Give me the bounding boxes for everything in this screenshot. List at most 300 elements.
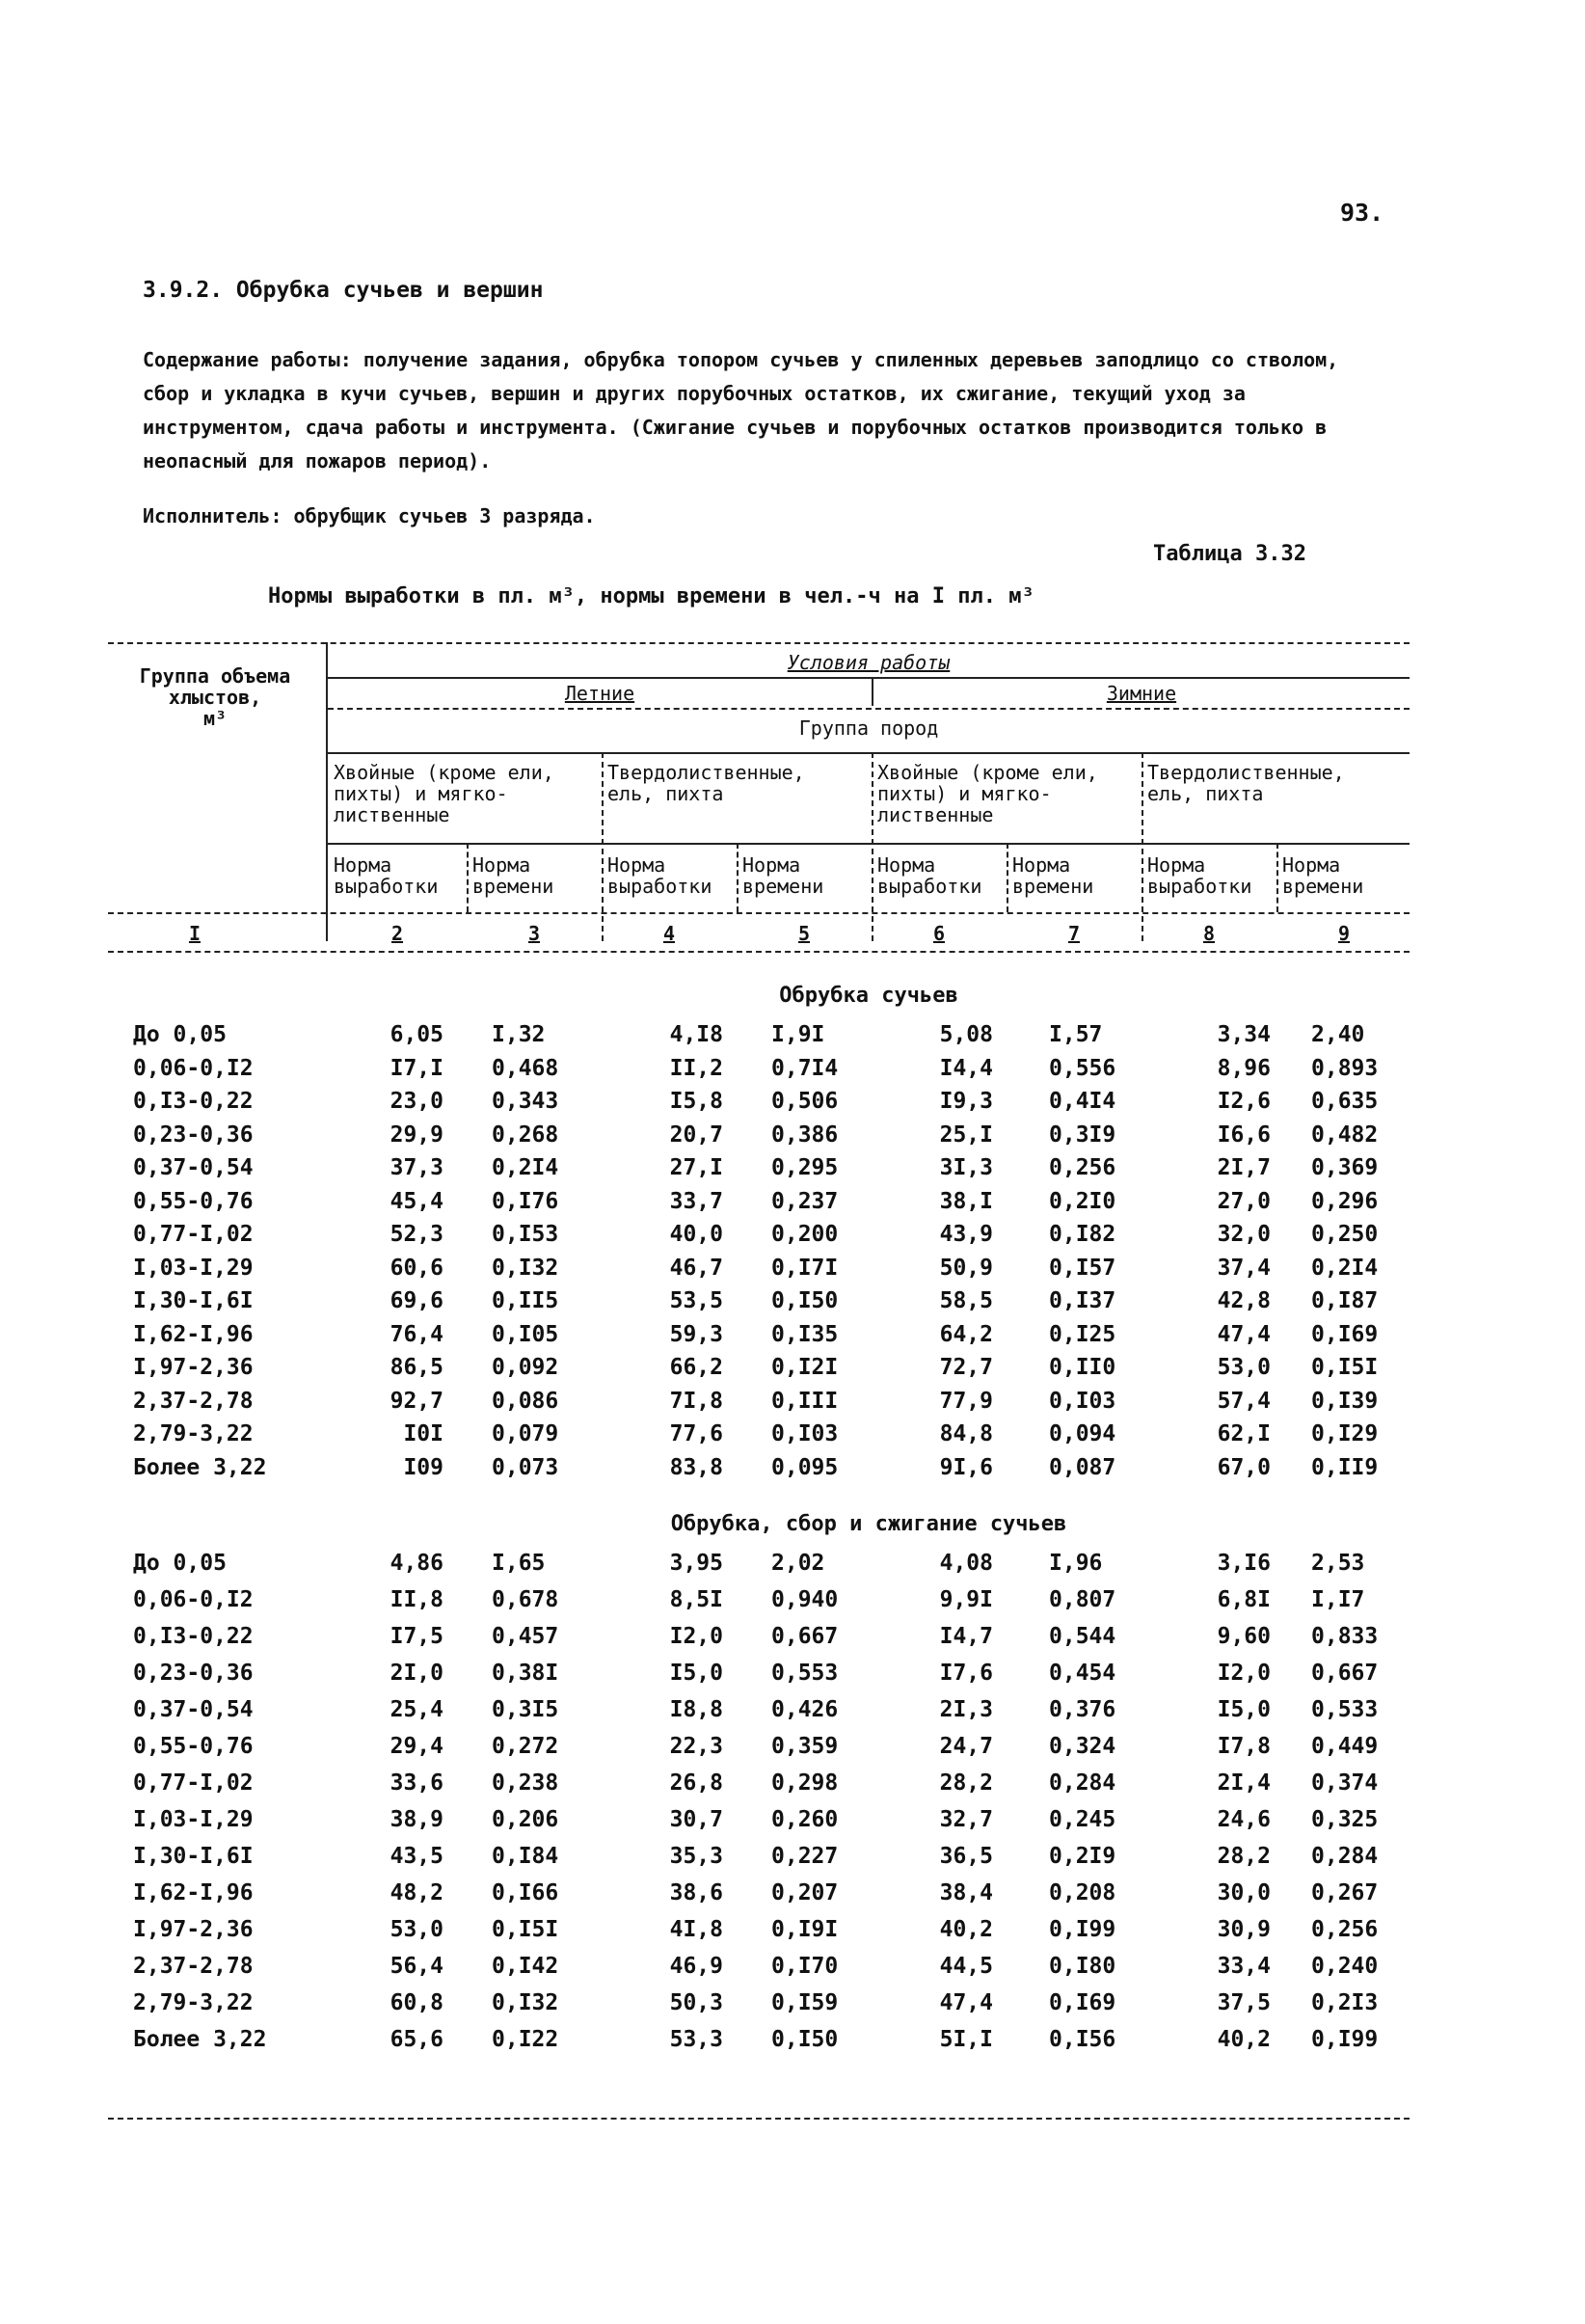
- winter-coniferous-time-cell: 0,094: [1049, 1421, 1116, 1446]
- volume-group-cell: I,97-2,36: [133, 1917, 254, 1942]
- summer-coniferous-output-cell: 33,6: [390, 1770, 443, 1796]
- summer-coniferous-time-cell: 0,I66: [492, 1880, 559, 1905]
- winter-coniferous-time-cell: 0,208: [1049, 1880, 1116, 1905]
- norm-output-1: Норма выработки: [334, 853, 439, 898]
- summer-hardwood-output-cell: 50,3: [669, 1990, 723, 2015]
- summer-hardwood-time-cell: 0,III: [771, 1388, 839, 1414]
- table-row: [125, 1551, 1408, 1587]
- winter-hardwood-time-cell: 0,374: [1311, 1770, 1379, 1796]
- column-number: 7: [1067, 922, 1081, 945]
- table-row: [125, 1155, 1408, 1189]
- winter-coniferous-time-cell: 0,I56: [1049, 2027, 1116, 2052]
- summer-hardwood-output-cell: 27,I: [669, 1155, 723, 1180]
- winter-coniferous-time-cell: 0,I69: [1049, 1990, 1116, 2015]
- winter-hardwood-output-cell: 3,34: [1217, 1022, 1271, 1047]
- volume-group-cell: 0,I3-0,22: [133, 1624, 254, 1649]
- volume-group-cell: 0,06-0,I2: [133, 1587, 254, 1612]
- winter-coniferous-output-cell: 44,5: [939, 1954, 993, 1979]
- winter-coniferous-time-cell: I,96: [1049, 1551, 1103, 1576]
- winter-hardwood-output-cell: 3,I6: [1217, 1551, 1271, 1576]
- volume-group-cell: I,62-I,96: [133, 1880, 254, 1905]
- summer-hardwood-time-cell: 0,298: [771, 1770, 839, 1796]
- winter-hardwood-output-cell: 9,60: [1217, 1624, 1271, 1649]
- rule-before-numbers: [108, 912, 1410, 914]
- winter-hardwood-time-cell: 0,449: [1311, 1734, 1379, 1759]
- summer-hardwood-output-cell: 4,I8: [669, 1022, 723, 1047]
- summer-hardwood-output-cell: 66,2: [669, 1355, 723, 1380]
- summer-coniferous-time-cell: 0,468: [492, 1055, 559, 1081]
- summer-coniferous-output-cell: 69,6: [390, 1288, 443, 1313]
- section-rows-cutting: [125, 1022, 1408, 1488]
- header-bottom-rule: [108, 951, 1410, 953]
- norm-time-3: Норма времени: [1012, 853, 1094, 898]
- winter-coniferous-output-cell: 77,9: [939, 1388, 993, 1414]
- table-row: [125, 1990, 1408, 2027]
- summer-coniferous-output-cell: 38,9: [390, 1807, 443, 1832]
- winter-coniferous-output-cell: 9I,6: [939, 1454, 993, 1480]
- summer-coniferous-time-cell: I,32: [492, 1022, 546, 1047]
- winter-coniferous-output-cell: 4,08: [939, 1551, 993, 1576]
- winter-coniferous-output-cell: 38,I: [939, 1188, 993, 1214]
- winter-hardwood-time-cell: 2,53: [1311, 1551, 1365, 1576]
- summer-coniferous-output-cell: I7,I: [390, 1055, 443, 1081]
- species-group-header: Группа пород: [798, 716, 939, 740]
- winter-hardwood-output-cell: 67,0: [1217, 1454, 1271, 1480]
- winter-hardwood-time-cell: 0,I99: [1311, 2027, 1379, 2052]
- summer-hardwood-time-cell: 0,095: [771, 1454, 839, 1480]
- volume-group-cell: 0,77-I,02: [133, 1222, 254, 1247]
- summer-hardwood-output-cell: 35,3: [669, 1844, 723, 1869]
- table-row: [125, 1256, 1408, 1289]
- winter-coniferous-output-cell: 32,7: [939, 1807, 993, 1832]
- summer-coniferous-time-cell: 0,I76: [492, 1188, 559, 1214]
- norm-output-3: Норма выработки: [877, 853, 982, 898]
- winter-coniferous-time-cell: I,57: [1049, 1022, 1103, 1047]
- summer-hardwood-output-cell: 38,6: [669, 1880, 723, 1905]
- winter-coniferous-output-cell: I7,6: [939, 1661, 993, 1686]
- summer-coniferous-output-cell: 76,4: [390, 1321, 443, 1347]
- summer-coniferous-output-cell: 2I,0: [390, 1661, 443, 1686]
- sub-divider-2: [737, 843, 739, 912]
- summer-coniferous-time-cell: 0,343: [492, 1089, 559, 1114]
- table-row: [125, 1022, 1408, 1056]
- winter-hardwood-output-cell: I7,8: [1217, 1734, 1271, 1759]
- winter-hardwood-output-cell: I2,6: [1217, 1089, 1271, 1114]
- summer-hardwood-time-cell: 0,260: [771, 1807, 839, 1832]
- winter-coniferous-time-cell: 0,I82: [1049, 1222, 1116, 1247]
- page-number: 93.: [1340, 199, 1384, 227]
- table-row: [125, 1770, 1408, 1807]
- sub-divider-3: [1007, 843, 1008, 912]
- winter-hardwood-time-cell: 0,240: [1311, 1954, 1379, 1979]
- volume-group-cell: 2,37-2,78: [133, 1954, 254, 1979]
- summer-hardwood-output-cell: 83,8: [669, 1454, 723, 1480]
- winter-coniferous-time-cell: 0,454: [1049, 1661, 1116, 1686]
- winter-coniferous-time-cell: 0,I80: [1049, 1954, 1116, 1979]
- summer-hardwood-time-cell: 0,I35: [771, 1321, 839, 1347]
- summer-hardwood-output-cell: I5,8: [669, 1089, 723, 1114]
- winter-coniferous-time-cell: 0,I57: [1049, 1255, 1116, 1281]
- table-row: [125, 1089, 1408, 1122]
- summer-coniferous-output-cell: 60,6: [390, 1255, 443, 1281]
- summer-coniferous-time-cell: 0,2I4: [492, 1155, 559, 1180]
- table-row: [125, 1455, 1408, 1489]
- winter-hardwood-output-cell: 62,I: [1217, 1421, 1271, 1446]
- winter-hardwood-output-cell: I5,0: [1217, 1697, 1271, 1722]
- volume-group-cell: I,03-I,29: [133, 1255, 254, 1281]
- winter-coniferous-time-cell: 0,2I0: [1049, 1188, 1116, 1214]
- summer-hardwood-time-cell: 0,I2I: [771, 1355, 839, 1380]
- summer-coniferous-time-cell: 0,457: [492, 1624, 559, 1649]
- summer-coniferous-output-cell: 29,9: [390, 1121, 443, 1148]
- column-number: I: [188, 922, 201, 945]
- table-row: [125, 1355, 1408, 1389]
- summer-hardwood-time-cell: 0,207: [771, 1880, 839, 1905]
- summer-coniferous-time-cell: 0,I42: [492, 1954, 559, 1979]
- winter-coniferous-output-cell: 2I,3: [939, 1697, 993, 1722]
- winter-coniferous-output-cell: 3I,3: [939, 1155, 993, 1180]
- summer-coniferous-time-cell: I,65: [492, 1551, 546, 1576]
- header-top-rule: [108, 642, 1410, 644]
- winter-hardwood-output-cell: 37,4: [1217, 1255, 1271, 1281]
- winter-hardwood-output-cell: 42,8: [1217, 1288, 1271, 1313]
- work-conditions-header: Условия работы: [787, 651, 951, 674]
- summer-coniferous-time-cell: 0,3I5: [492, 1697, 559, 1722]
- winter-coniferous-output-cell: I4,7: [939, 1624, 993, 1649]
- volume-group-cell: 0,55-0,76: [133, 1188, 254, 1214]
- summer-hardwood-output-cell: 33,7: [669, 1188, 723, 1214]
- winter-hardwood-output-cell: 33,4: [1217, 1954, 1271, 1979]
- table-row: [125, 1917, 1408, 1954]
- summer-coniferous-time-cell: 0,079: [492, 1421, 559, 1446]
- column-number: 8: [1202, 922, 1216, 945]
- section-title-cutting: Обрубка сучьев: [779, 984, 958, 1008]
- summer-hardwood-time-cell: 0,200: [771, 1222, 839, 1247]
- summer-hardwood-output-cell: 77,6: [669, 1421, 723, 1446]
- summer-hardwood-output-cell: 8,5I: [669, 1587, 723, 1612]
- section-rows-cutting-burning: [125, 1551, 1408, 2064]
- winter-hardwood-output-cell: I6,6: [1217, 1121, 1271, 1148]
- summer-hardwood-time-cell: 0,227: [771, 1844, 839, 1869]
- summer-hardwood-time-cell: 0,I50: [771, 1288, 839, 1313]
- summer-hardwood-time-cell: 0,359: [771, 1734, 839, 1759]
- volume-group-cell: 0,06-0,I2: [133, 1055, 254, 1081]
- winter-hardwood-header: Твердолиственные, ель, пихта: [1147, 761, 1345, 805]
- winter-hardwood-time-cell: 0,250: [1311, 1222, 1379, 1247]
- winter-coniferous-time-cell: 0,4I4: [1049, 1089, 1116, 1114]
- summer-coniferous-time-cell: 0,I32: [492, 1255, 559, 1281]
- summer-coniferous-output-cell: I09: [403, 1454, 443, 1480]
- summer-hardwood-time-cell: 0,386: [771, 1121, 839, 1148]
- summer-coniferous-output-cell: 23,0: [390, 1089, 443, 1114]
- table-row: [125, 1122, 1408, 1156]
- winter-hardwood-time-cell: 0,I69: [1311, 1321, 1379, 1347]
- winter-coniferous-output-cell: 24,7: [939, 1734, 993, 1759]
- winter-hardwood-time-cell: 0,I29: [1311, 1421, 1379, 1446]
- winter-coniferous-time-cell: 0,3I9: [1049, 1121, 1116, 1148]
- summer-hardwood-time-cell: 0,I59: [771, 1990, 839, 2015]
- volume-group-cell: До 0,05: [133, 1022, 227, 1047]
- summer-hardwood-time-cell: 0,553: [771, 1661, 839, 1686]
- winter-hardwood-time-cell: I,I7: [1311, 1587, 1365, 1612]
- summer-coniferous-header: Хвойные (кроме ели, пихты) и мягко- лиственные: [334, 761, 554, 826]
- table-row: [125, 1661, 1408, 1697]
- summer-coniferous-time-cell: 0,272: [492, 1734, 559, 1759]
- winter-hardwood-output-cell: 2I,4: [1217, 1770, 1271, 1796]
- winter-hardwood-output-cell: 8,96: [1217, 1055, 1271, 1081]
- winter-coniferous-time-cell: 0,2I9: [1049, 1844, 1116, 1869]
- table-label: Таблица 3.32: [1153, 542, 1306, 566]
- summer-hardwood-time-cell: 0,I50: [771, 2027, 839, 2052]
- table-row: [125, 1844, 1408, 1880]
- summer-coniferous-output-cell: 65,6: [390, 2027, 443, 2052]
- summer-hardwood-output-cell: 46,7: [669, 1255, 723, 1281]
- summer-coniferous-time-cell: 0,238: [492, 1770, 559, 1796]
- winter-coniferous-time-cell: 0,I99: [1049, 1917, 1116, 1942]
- table-row: [125, 1587, 1408, 1624]
- table-row: [125, 1389, 1408, 1422]
- winter-coniferous-output-cell: 84,8: [939, 1421, 993, 1446]
- summer-coniferous-time-cell: 0,I22: [492, 2027, 559, 2052]
- column-number: 9: [1337, 922, 1351, 945]
- norm-time-4: Норма времени: [1282, 853, 1364, 898]
- winter-coniferous-output-cell: I9,3: [939, 1089, 993, 1114]
- winter-hardwood-output-cell: 30,9: [1217, 1917, 1271, 1942]
- summer-coniferous-output-cell: 53,0: [390, 1917, 443, 1942]
- table-row: [125, 2027, 1408, 2064]
- summer-coniferous-output-cell: I7,5: [390, 1624, 443, 1649]
- summer-hardwood-output-cell: I8,8: [669, 1697, 723, 1722]
- summer-coniferous-time-cell: 0,I32: [492, 1990, 559, 2015]
- summer-hardwood-time-cell: 0,I7I: [771, 1255, 839, 1281]
- volume-group-cell: 0,I3-0,22: [133, 1089, 254, 1114]
- winter-hardwood-output-cell: 27,0: [1217, 1188, 1271, 1214]
- summer-coniferous-output-cell: 56,4: [390, 1954, 443, 1979]
- summer-coniferous-output-cell: 48,2: [390, 1880, 443, 1905]
- norm-time-2: Норма времени: [742, 853, 824, 898]
- volume-group-cell: 0,37-0,54: [133, 1155, 254, 1180]
- winter-hardwood-time-cell: 0,482: [1311, 1121, 1379, 1148]
- volume-group-cell: I,62-I,96: [133, 1321, 254, 1347]
- summer-coniferous-output-cell: 45,4: [390, 1188, 443, 1214]
- summer-coniferous-output-cell: 4,86: [390, 1551, 443, 1576]
- summer-hardwood-time-cell: 0,7I4: [771, 1055, 839, 1081]
- volume-group-cell: Более 3,22: [133, 2027, 267, 2052]
- summer-coniferous-output-cell: II,8: [390, 1587, 443, 1612]
- winter-coniferous-output-cell: 5I,I: [939, 2027, 993, 2052]
- winter-coniferous-time-cell: 0,324: [1049, 1734, 1116, 1759]
- winter-hardwood-time-cell: 0,I5I: [1311, 1355, 1379, 1380]
- table-row: [125, 1880, 1408, 1917]
- table-row: [125, 1734, 1408, 1770]
- winter-hardwood-output-cell: 32,0: [1217, 1222, 1271, 1247]
- work-content-paragraph: Содержание работы: получение задания, обрубка топором сучьев у спиленных деревьев заподлицо со стволом, сбор и укладка в кучи сучьев, вершин и других порубочных остатков, их сжигание, текущий уход за инструментом, сдача работы и инструмента. (Сжигание сучьев и порубочных остатков производится только в неопасный для пожаров период).: [143, 348, 1339, 473]
- winter-coniferous-time-cell: 0,245: [1049, 1807, 1116, 1832]
- winter-coniferous-output-cell: 72,7: [939, 1355, 993, 1380]
- winter-hardwood-output-cell: 28,2: [1217, 1844, 1271, 1869]
- summer-hardwood-time-cell: 0,426: [771, 1697, 839, 1722]
- rule-species: [328, 752, 1410, 754]
- winter-hardwood-time-cell: 0,2I4: [1311, 1255, 1379, 1281]
- table-row: [125, 1421, 1408, 1455]
- winter-hardwood-output-cell: 2I,7: [1217, 1155, 1271, 1180]
- summer-hardwood-time-cell: 0,295: [771, 1155, 839, 1180]
- summer-hardwood-output-cell: 26,8: [669, 1770, 723, 1796]
- summer-hardwood-output-cell: 22,3: [669, 1734, 723, 1759]
- winter-coniferous-time-cell: 0,II0: [1049, 1355, 1116, 1380]
- summer-hardwood-output-cell: I5,0: [669, 1661, 723, 1686]
- table-row: [125, 1288, 1408, 1322]
- summer-hardwood-output-cell: II,2: [669, 1055, 723, 1081]
- table-row: [125, 1222, 1408, 1256]
- summer-coniferous-time-cell: 0,I84: [492, 1844, 559, 1869]
- volume-group-cell: Более 3,22: [133, 1454, 267, 1480]
- table-bottom-rule: [108, 2118, 1410, 2120]
- winter-hardwood-time-cell: 0,533: [1311, 1697, 1379, 1722]
- summer-hardwood-output-cell: 30,7: [669, 1807, 723, 1832]
- winter-coniferous-output-cell: I4,4: [939, 1055, 993, 1081]
- summer-header: Летние: [564, 682, 635, 705]
- winter-coniferous-output-cell: 5,08: [939, 1022, 993, 1047]
- winter-hardwood-time-cell: 0,I87: [1311, 1288, 1379, 1313]
- summer-hardwood-output-cell: 53,5: [669, 1288, 723, 1313]
- winter-hardwood-time-cell: 0,667: [1311, 1661, 1379, 1686]
- winter-coniferous-header: Хвойные (кроме ели, пихты) и мягко- лиственные: [877, 761, 1098, 826]
- section-title: 3.9.2. Обрубка сучьев и вершин: [143, 278, 544, 303]
- column-number: 2: [390, 922, 404, 945]
- table-row: [125, 1189, 1408, 1223]
- summer-coniferous-output-cell: 52,3: [390, 1222, 443, 1247]
- summer-coniferous-time-cell: 0,073: [492, 1454, 559, 1480]
- summer-coniferous-time-cell: 0,086: [492, 1388, 559, 1414]
- group-volume-header: Группа объема хлыстов, м³: [139, 664, 291, 730]
- winter-hardwood-time-cell: 2,40: [1311, 1022, 1365, 1047]
- summer-coniferous-output-cell: I0I: [403, 1421, 443, 1446]
- volume-group-cell: I,97-2,36: [133, 1355, 254, 1380]
- summer-coniferous-time-cell: 0,268: [492, 1121, 559, 1148]
- norm-output-4: Норма выработки: [1147, 853, 1252, 898]
- summer-coniferous-time-cell: 0,II5: [492, 1288, 559, 1313]
- winter-hardwood-time-cell: 0,I39: [1311, 1388, 1379, 1414]
- volume-group-cell: До 0,05: [133, 1551, 227, 1576]
- winter-hardwood-time-cell: 0,II9: [1311, 1454, 1379, 1480]
- summer-hardwood-time-cell: 0,I03: [771, 1421, 839, 1446]
- summer-coniferous-output-cell: 60,8: [390, 1990, 443, 2015]
- winter-coniferous-time-cell: 0,I25: [1049, 1321, 1116, 1347]
- summer-coniferous-time-cell: 0,I05: [492, 1321, 559, 1347]
- winter-hardwood-time-cell: 0,369: [1311, 1155, 1379, 1180]
- winter-hardwood-time-cell: 0,267: [1311, 1880, 1379, 1905]
- volume-group-cell: 0,23-0,36: [133, 1661, 254, 1686]
- winter-hardwood-output-cell: 47,4: [1217, 1321, 1271, 1347]
- volume-group-cell: 2,37-2,78: [133, 1388, 254, 1414]
- winter-coniferous-output-cell: 28,2: [939, 1770, 993, 1796]
- summer-coniferous-output-cell: 29,4: [390, 1734, 443, 1759]
- winter-coniferous-output-cell: 36,5: [939, 1844, 993, 1869]
- norm-output-2: Норма выработки: [607, 853, 712, 898]
- winter-hardwood-time-cell: 0,833: [1311, 1624, 1379, 1649]
- winter-coniferous-time-cell: 0,284: [1049, 1770, 1116, 1796]
- summer-coniferous-time-cell: 0,206: [492, 1807, 559, 1832]
- volume-group-cell: 0,37-0,54: [133, 1697, 254, 1722]
- table-row: [125, 1697, 1408, 1734]
- summer-coniferous-time-cell: 0,092: [492, 1355, 559, 1380]
- summer-hardwood-time-cell: 0,506: [771, 1089, 839, 1114]
- winter-hardwood-time-cell: 0,635: [1311, 1089, 1379, 1114]
- winter-coniferous-output-cell: 43,9: [939, 1222, 993, 1247]
- volume-group-cell: 2,79-3,22: [133, 1421, 254, 1446]
- winter-hardwood-output-cell: 24,6: [1217, 1807, 1271, 1832]
- winter-header: Зимние: [1106, 682, 1177, 705]
- summer-hardwood-time-cell: 0,667: [771, 1624, 839, 1649]
- summer-coniferous-time-cell: 0,I5I: [492, 1917, 559, 1942]
- summer-hardwood-output-cell: I2,0: [669, 1624, 723, 1649]
- rule-season: [328, 708, 1410, 710]
- table-caption: Нормы выработки в пл. м³, нормы времени в чел.-ч на I пл. м³: [268, 584, 1034, 608]
- volume-group-cell: I,03-I,29: [133, 1807, 254, 1832]
- summer-hardwood-output-cell: 40,0: [669, 1222, 723, 1247]
- column-number: 6: [932, 922, 946, 945]
- summer-hardwood-header: Твердолиственные, ель, пихта: [607, 761, 805, 805]
- summer-hardwood-output-cell: 7I,8: [669, 1388, 723, 1414]
- winter-coniferous-time-cell: 0,256: [1049, 1155, 1116, 1180]
- column-number: 3: [527, 922, 541, 945]
- summer-hardwood-time-cell: 0,237: [771, 1188, 839, 1214]
- winter-hardwood-time-cell: 0,296: [1311, 1188, 1379, 1214]
- winter-coniferous-time-cell: 0,544: [1049, 1624, 1116, 1649]
- winter-hardwood-time-cell: 0,256: [1311, 1917, 1379, 1942]
- summer-coniferous-output-cell: 92,7: [390, 1388, 443, 1414]
- winter-coniferous-output-cell: 58,5: [939, 1288, 993, 1313]
- summer-hardwood-output-cell: 4I,8: [669, 1917, 723, 1942]
- winter-hardwood-time-cell: 0,284: [1311, 1844, 1379, 1869]
- summer-coniferous-output-cell: 43,5: [390, 1844, 443, 1869]
- table-row: [125, 1056, 1408, 1090]
- winter-coniferous-output-cell: 38,4: [939, 1880, 993, 1905]
- winter-coniferous-time-cell: 0,I03: [1049, 1388, 1116, 1414]
- winter-hardwood-output-cell: 6,8I: [1217, 1587, 1271, 1612]
- sub-divider-1: [467, 843, 469, 912]
- winter-coniferous-output-cell: 50,9: [939, 1255, 993, 1281]
- rule-conditions: [328, 677, 1410, 679]
- summer-hardwood-output-cell: 3,95: [669, 1551, 723, 1576]
- norm-time-1: Норма времени: [472, 853, 554, 898]
- summer-hardwood-output-cell: 53,3: [669, 2027, 723, 2052]
- summer-coniferous-output-cell: 86,5: [390, 1355, 443, 1380]
- winter-hardwood-time-cell: 0,893: [1311, 1055, 1379, 1081]
- winter-coniferous-output-cell: 64,2: [939, 1321, 993, 1347]
- volume-group-cell: 0,55-0,76: [133, 1734, 254, 1759]
- table-row: [125, 1624, 1408, 1661]
- summer-hardwood-time-cell: 0,I70: [771, 1954, 839, 1979]
- summer-hardwood-time-cell: 0,940: [771, 1587, 839, 1612]
- column-number: 4: [662, 922, 676, 945]
- table-row: [125, 1807, 1408, 1844]
- summer-coniferous-time-cell: 0,38I: [492, 1661, 559, 1686]
- winter-hardwood-output-cell: I2,0: [1217, 1661, 1271, 1686]
- winter-coniferous-output-cell: 40,2: [939, 1917, 993, 1942]
- winter-coniferous-time-cell: 0,376: [1049, 1697, 1116, 1722]
- volume-group-cell: 0,77-I,02: [133, 1770, 254, 1796]
- winter-coniferous-output-cell: 47,4: [939, 1990, 993, 2015]
- sub-divider-4: [1276, 843, 1278, 912]
- winter-hardwood-output-cell: 37,5: [1217, 1990, 1271, 2015]
- volume-group-cell: I,30-I,6I: [133, 1288, 254, 1313]
- volume-group-cell: I,30-I,6I: [133, 1844, 254, 1869]
- section-title-cutting-burning: Обрубка, сбор и сжигание сучьев: [670, 1512, 1067, 1536]
- winter-coniferous-output-cell: 25,I: [939, 1121, 993, 1148]
- volume-group-cell: 0,23-0,36: [133, 1121, 254, 1148]
